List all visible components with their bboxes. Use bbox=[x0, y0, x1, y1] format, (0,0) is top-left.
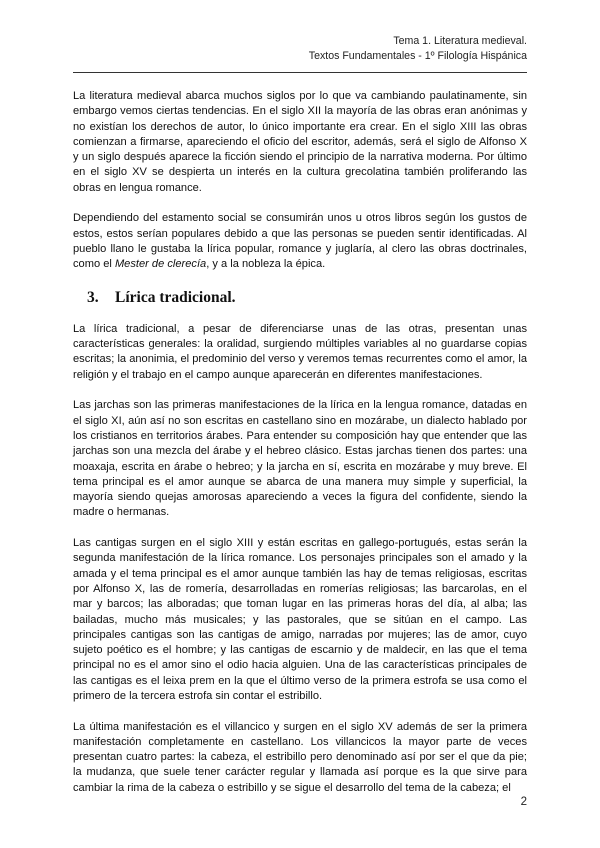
mester-de-clerecia-italic: Mester de clerecía bbox=[114, 258, 207, 271]
page-body bbox=[73, 89, 527, 811]
page-number: 2 bbox=[520, 796, 527, 808]
section-heading bbox=[87, 288, 527, 308]
header-line-1: Tema 1. Literatura medieval. bbox=[393, 35, 527, 47]
paragraph-estamento bbox=[73, 211, 527, 272]
paragraph-estamento-text-1: Dependiendo del estamento social se consumirán unos u otros libros según los gustos de estos, estos serían populares debido a que las personas se pueden sentir identificadas. Al pueblo llano le gustaba la lírica popular, romance y juglaría, al clero las obras doctrinales, como el bbox=[73, 212, 527, 271]
header-line-2: Textos Fundamentales - 1º Filología Hispánica bbox=[308, 50, 527, 62]
paragraph-intro: La literatura medieval abarca muchos siglos por lo que va cambiando paulatinamente, sin embargo vemos ciertas tendencias. En el siglo XII la mayoría de las obras eran anónimas y no existían los derechos de autor, lo único importante era crear. En el siglo XIII las obras comienzan a firmarse, apareciendo el oficio del escritor, además, será el siglo de Alfonso X y un siglo después aparece la ficción siendo el principio de la narrativa moderna. Por último en el siglo XV se despierta un interés en la cultura grecolatina también proliferando las obras en lengua romance. bbox=[73, 90, 527, 194]
paragraph-jarchas: Las jarchas son las primeras manifestaciones de la lírica en la lengua romance, datadas en el siglo XI, aún así no son escritas en castellano sino en mozárabe, un dialecto hablado por los cristianos en territorios árabes. Para entender su composición hay que entender que las jarchas son una mezcla del árabe y el hebreo clásico. Estas jarchas tienen dos partes: una moaxaja, escrita en árabe o hebreo; y la jarcha en sí, escrita en mozárabe y muy breve. El tema principal es el amor aunque se abarca de una manera muy simple y superficial, la mayoría siendo quejas amorosas apareciendo a veces la figura del confidente, siendo la madre o hermanas. bbox=[73, 399, 527, 519]
page-header bbox=[309, 34, 527, 64]
paragraph-cantigas: Las cantigas surgen en el siglo XIII y están escritas en gallego-portugués, estas serán la segunda manifestación de la lírica romance. Los personajes principales son el amado y la amada y el tema principal es el amor aunque también las hay de temas religiosas, escritas por Alfonso X, las de romería, desarrolladas en romerías religiosas; las barcarolas, en el mar y barcos; las alboradas; que toman lugar en las primeras horas del día, al alba; las bailadas, mucho más musicales; y las pastorales, que se sitúan en el campo. Las principales cantigas son las cantigas de amigo, narradas por mujeres; las de amor, cuyo sujeto poético es el hombre; y las cantigas de escarnio y de maldecir, en las que el tema principal no es el amor sino el odio hacia alguien. Una de las características principales de las cantigas es el leixa prem en la que el último verso de la primera estrofa se usa como el primero de la tercera estrofa sin contar el estribillo. bbox=[73, 537, 527, 702]
paragraph-estamento-text-2: , y a la nobleza la épica. bbox=[206, 258, 326, 271]
section-title: Lírica tradicional. bbox=[115, 288, 236, 306]
section-number: 3. bbox=[87, 288, 99, 306]
header-divider bbox=[73, 72, 527, 73]
paragraph-lirica-tradicional: La lírica tradicional, a pesar de diferenciarse unas de las otras, presentan unas características generales: la oralidad, surgiendo múltiples variables al no guardarse copias escritas; la anonimia, el predominio del verso y veremos temas recurrentes como el amor, la religión y el trabajo en el campo aunque aparecerán en diferentes manifestaciones. bbox=[73, 322, 527, 381]
paragraph-villancico: La última manifestación es el villancico y surgen en el siglo XV además de ser la primera manifestación completamente en castellano. Los villancicos la mayor parte de veces presentan cuatro partes: la cabeza, el estribillo pero denominado así por ser el que da pie; la mudanza, que suele tener carácter regular y llamada así porque es la que sirve para cambiar la rima de la cabeza o estribillo y se sigue el desarrollo del tema de la cabeza; el bbox=[73, 720, 527, 794]
